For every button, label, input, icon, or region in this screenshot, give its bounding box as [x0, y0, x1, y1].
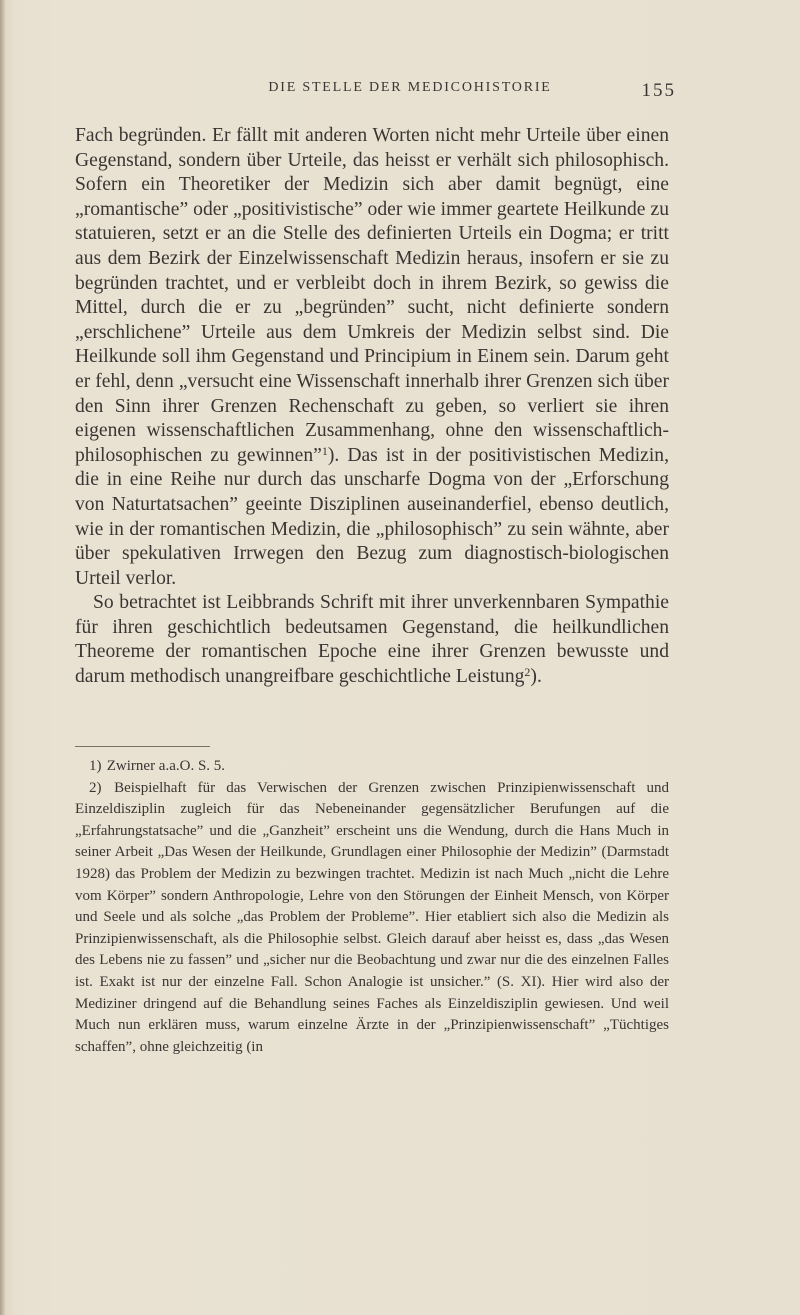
- paragraph-1-text-a: Fach begründen. Er fällt mit anderen Worten nicht mehr Urteile über einen Gegenstand, sondern über Urteile, das heisst er verhält sich philosophisch. Sofern ein Theoretiker der Medizin sich aber damit begnügt, eine „romantische” oder „positivistische” oder wie immer geartete Heilkunde zu statuieren, setzt er an die Stelle des definierten Urteils ein Dogma; er tritt aus dem Bezirk der Einzelwissenschaft Medizin heraus, insofern er sie zu begründen trachtet, und er verbleibt doch in ihrem Bezirk, so gewiss die Mittel, durch die er zu „begründen” sucht, nicht definierte sondern „erschlichene” Urteile aus dem Umkreis der Medizin selbst sind. Die Heilkunde soll ihm Gegenstand und Principium in Einem sein. Darum geht er fehl, denn „versucht eine Wissenschaft innerhalb ihrer Grenzen sich über den Sinn ihrer Grenzen Rechenschaft zu geben, so verliert sie ihren eigenen wissenschaftlichen Zusammenhang, ohne den wissenschaftlich-philosophischen zu gewinnen”: [75, 125, 669, 466]
- footnote-number: 2): [89, 779, 102, 796]
- paragraph-2: [75, 591, 669, 689]
- running-title: DIE STELLE DER MEDICOHISTORIE: [268, 80, 552, 95]
- footnote-number: 1): [89, 758, 102, 774]
- paragraph-1-text-b: ). Das ist in der positivistischen Medizin, die in eine Reihe nur durch das unscharfe Dogma von der „Erforschung von Naturtatsachen” geeinte Disziplinen auseinanderfiel, ebenso deutlich, wie in der romantischen Medizin, die „philosophisch” zu sein wähnte, aber über spekulativen Irrwegen den Bezug zum diagnostisch-biologischen Urteil verlor.: [75, 444, 669, 589]
- footnote-separator: [75, 746, 210, 747]
- footnotes: [75, 756, 669, 1058]
- footnote-text: Beispielhaft für das Verwischen der Grenzen zwischen Prinzipienwissenschaft und Einzeldisziplin zugleich für das Nebeneinander gegensätzlicher Berufungen auf die „Erfahrungstatsache” und die „Ganzheit” erscheint uns die Wendung, durch die Hans Much in seiner Arbeit „Das Wesen der Heilkunde, Grundlagen einer Philosophie der Medizin” (Darmstadt 1928) das Problem der Medizin zu bezwingen trachtet. Medizin ist nach Much „nicht die Lehre vom Körper” sondern Anthropologie, Lehre von den Störungen der Einheit Mensch, von Körper und Seele und als solche „das Problem der Probleme”. Hier etabliert sich also die Medizin als Prinzipienwissenschaft, als die Philosophie selbst. Gleich darauf aber heisst es, dass „das Wesen des Lebens nie zu fassen” und „sicher nur die Beobachtung und zwar nur die des einzelnen Falles ist. Exakt ist nur der einzelne Fall. Schon Analogie ist unsicher.” (S. XI). Hier wird also der Mediziner dringend auf die Behandlung seines Faches als Einzeldisziplin gewiesen. Und weil Much nun erklären muss, warum einzelne Ärzte in der „Prinzipienwissenschaft” „Tüchtiges schaffen”, ohne gleichzeitig (in: [75, 779, 669, 1055]
- running-head: [75, 80, 676, 102]
- page-number: 155: [641, 80, 676, 101]
- footnote-text: Zwirner a.a.O. S. 5.: [106, 758, 226, 774]
- paragraph-2-text-b: ).: [530, 666, 542, 688]
- footnote-1: [75, 756, 669, 778]
- footnote-reference-2: 2: [524, 665, 531, 680]
- main-text: [75, 124, 669, 690]
- footnote-reference-1: 1: [321, 443, 328, 458]
- footnote-2: [75, 778, 669, 1059]
- paragraph-1: [75, 124, 669, 591]
- binding-edge: [0, 0, 5, 1315]
- paragraph-2-text-a: So betrachtet ist Leibbrands Schrift mit ihrer unverkennbaren Sympathie für ihren geschichtlich bedeutsamen Gegenstand, die heilkundlichen Theoreme der romantischen Epoche eine ihrer Grenzen bewusste und darum methodisch unangreifbare geschichtliche Leistung: [75, 592, 669, 688]
